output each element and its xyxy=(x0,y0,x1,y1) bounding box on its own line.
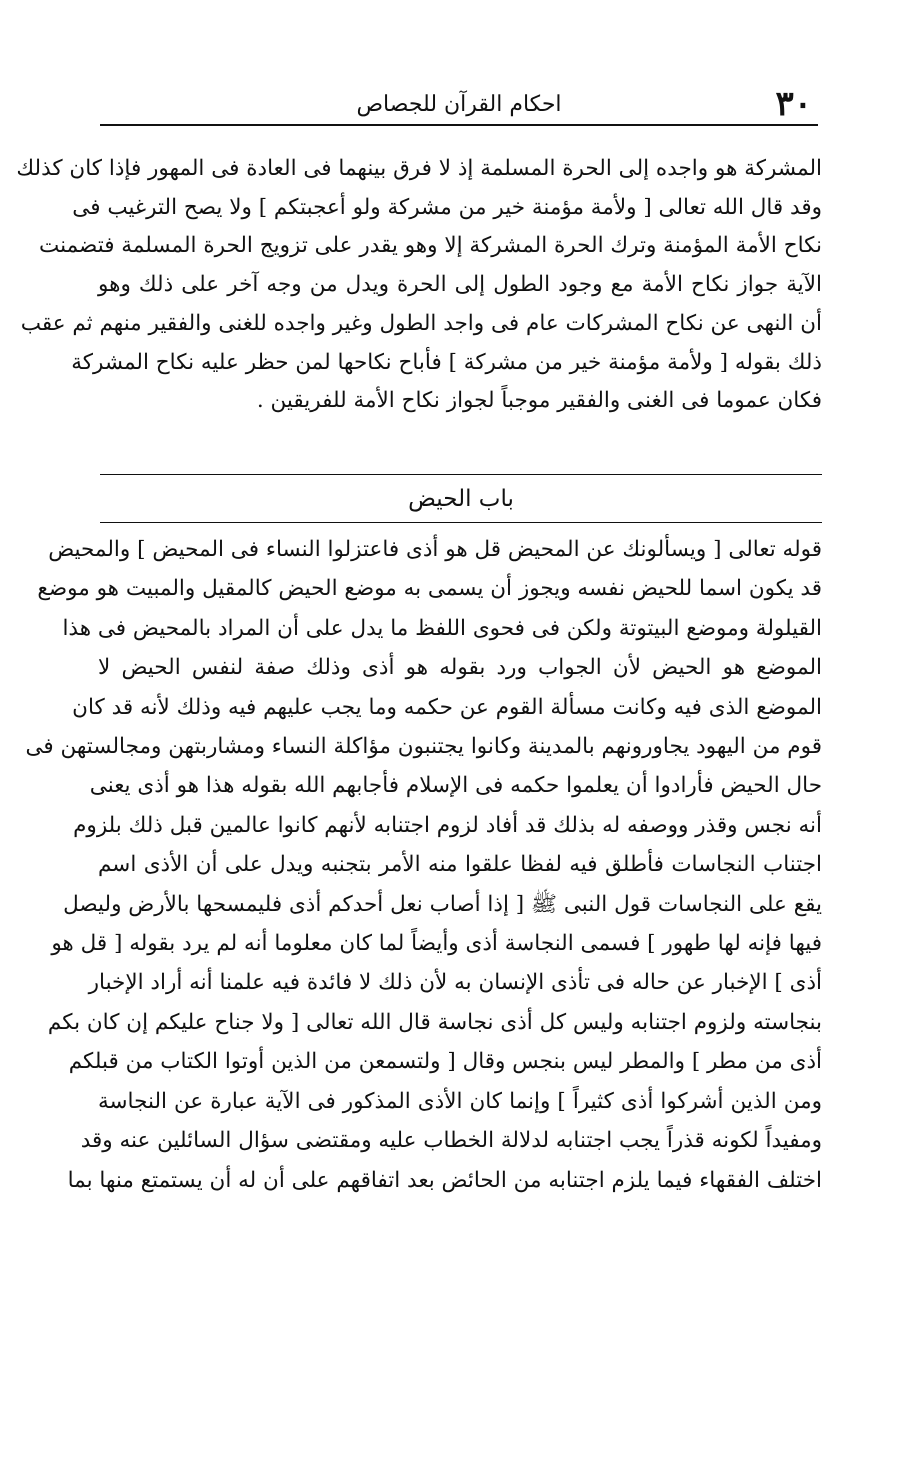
book-title: احکام القرآن للجصاص xyxy=(356,92,562,117)
text-line: الموضع هو الحيض لأن الجواب ورد بقوله هو أذى وذلك صفة لنفس الحيض لا xyxy=(98,655,822,681)
text-line: أذى ] الإخبار عن حاله فى تأذى الإنسان به لأن ذلك لا فائدة فيه علمنا أنه أراد الإخبار xyxy=(88,970,822,996)
text-line: أن النهى عن نكاح المشركات عام فى واجد الطول وغير واجده للغنى والفقير منهم ثم عقب xyxy=(20,310,822,336)
running-header xyxy=(100,78,818,126)
text-line: القيلولة وموضع البيتوتة ولكن فى فحوى اللفظ ما يدل على أن المراد بالمحيض فى هذا xyxy=(62,615,822,641)
text-line: قوم من اليهود يجاورونهم بالمدينة وكانوا يجتنبون مؤاكلة النساء ومشاربتهن ومجالستهن فى xyxy=(25,734,822,760)
text-line: يقع على النجاسات قول النبى ﷺ [ إذا أصاب نعل أحدكم أذى فليمسحها بالأرض وليصل xyxy=(63,891,822,917)
text-line: الآية جواز نكاح الأمة مع وجود الطول إلى الحرة ويدل من وجه آخر على ذلك وهو xyxy=(98,272,822,298)
paragraph-continuation xyxy=(16,150,822,421)
text-line: المشركة هو واجده إلى الحرة المسلمة إذ لا فرق بينهما فى العادة فى المهور فإذا كان كذلك xyxy=(16,156,822,181)
text-line: نكاح الأمة المؤمنة وترك الحرة المشركة إلا وهو يقدر على تزويج الحرة المسلمة فتضمنت xyxy=(39,233,822,259)
text-line: أنه نجس وقذر ووصفه له بذلك قد أفاد لزوم اجتنابه لأنهم كانوا عالمين قبل ذلك بلزوم xyxy=(73,812,822,838)
text-line: ومفيداً لكونه قذراً يجب اجتنابه لدلالة الخطاب عليه ومقتضى سؤال السائلين عنه وقد xyxy=(80,1128,822,1154)
text-line: الموضع الذى فيه وكانت مسألة القوم عن حكمه وما يجب عليهم فيه وذلك لأنه قد كان xyxy=(72,694,822,720)
text-line: وقد قال الله تعالى [ ولأمة مؤمنة خير من مشركة ولو أعجبتكم ] ولا يصح الترغيب فى xyxy=(72,194,822,220)
text-line: اجتناب النجاسات فأطلق فيه لفظا علقوا منه الأمر بتجنبه ويدل على أن الأذى اسم xyxy=(98,852,822,878)
chapter-divider-bottom xyxy=(100,522,822,523)
text-line: قد يكون اسما للحيض نفسه ويجوز أن يسمى به موضع الحيض كالمقيل والمبيت هو موضع xyxy=(37,576,822,602)
text-line: حال الحيض فأرادوا أن يعلموا حكمه فى الإسلام فأجابهم الله بقوله هذا هو أذى يعنى xyxy=(89,773,822,799)
text-line: فكان عموما فى الغنى والفقير موجباً لجواز نكاح الأمة للفريقين . xyxy=(256,388,822,414)
chapter-heading: باب الحيض xyxy=(408,486,514,512)
text-line: قوله تعالى [ ويسألونك عن المحيض قل هو أذى فاعتزلوا النساء فى المحيض ] والمحيض xyxy=(48,537,822,562)
text-line: ومن الذين أشركوا أذى كثيراً ] وإنما كان الأذى المذكور فى الآية عبارة عن النجاسة xyxy=(98,1088,822,1114)
paragraph-menstruation xyxy=(25,530,822,1200)
chapter-divider-top xyxy=(100,474,822,475)
text-line: ذلك بقوله [ ولأمة مؤمنة خير من مشركة ] فأباح نكاحها لمن حظر عليه نكاح المشركة xyxy=(71,349,822,375)
text-line: أذى من مطر ] والمطر ليس بنجس وقال [ ولتسمعن من الذين أوتوا الكتاب من قبلكم xyxy=(68,1049,822,1075)
text-line: فيها فإنه لها طهور ] فسمى النجاسة أذى وأيضاً لما كان معلوما أنه لم يرد بقوله [ قل هو xyxy=(51,931,822,957)
page-number: ٣٠ xyxy=(775,84,812,124)
text-line: بنجاسته ولزوم اجتنابه وليس كل أذى نجاسة قال الله تعالى [ ولا جناح عليكم إن كان بكم xyxy=(47,1009,822,1035)
text-line: اختلف الفقهاء فيما يلزم اجتنابه من الحائض بعد اتفاقهم على أن له أن يستمتع منها بما xyxy=(67,1167,822,1193)
